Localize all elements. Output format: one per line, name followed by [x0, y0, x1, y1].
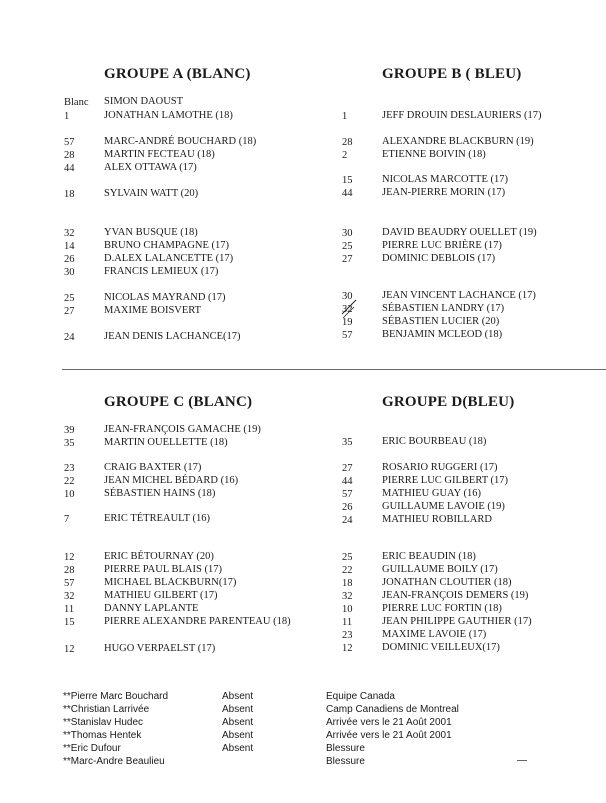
jersey-number: 28: [342, 137, 353, 148]
jersey-number: 2: [342, 150, 348, 161]
jersey-number: 10: [342, 604, 353, 615]
jersey-number: 26: [342, 502, 353, 513]
player-name: JEFF DROUIN DESLAURIERS (17): [382, 110, 542, 121]
player-name: MATHIEU ROBILLARD: [382, 514, 492, 525]
player-name: SIMON DAOUST: [104, 96, 184, 107]
player-name: MICHAEL BLACKBURN(17): [104, 577, 237, 588]
player-name: ALEX OTTAWA (17): [104, 162, 197, 173]
absent-status: Absent: [222, 730, 254, 741]
jersey-number: 28: [64, 565, 75, 576]
absent-status: Absent: [222, 704, 254, 715]
jersey-number: 57: [342, 330, 353, 341]
player-name: DOMINIC VEILLEUX(17): [382, 642, 500, 653]
group-d-title: GROUPE D(BLEU): [382, 394, 515, 410]
absent-player-name: **Thomas Hentek: [63, 730, 142, 741]
strikethrough-mark: [340, 298, 358, 320]
jersey-number: 25: [342, 241, 353, 252]
jersey-number: 12: [342, 643, 353, 654]
page-mark: [517, 760, 527, 761]
player-name: JEAN PHILIPPE GAUTHIER (17): [382, 616, 532, 627]
jersey-number: 30: [64, 267, 75, 278]
jersey-number: 23: [64, 463, 75, 474]
player-name: JEAN-PIERRE MORIN (17): [382, 187, 506, 198]
jersey-number: 28: [64, 150, 75, 161]
jersey-number: 11: [342, 617, 353, 628]
jersey-number: 1: [64, 111, 70, 122]
absent-player-name: **Marc-Andre Beaulieu: [63, 756, 165, 767]
player-name: MARTIN FECTEAU (18): [104, 149, 215, 160]
player-name: SÉBASTIEN HAINS (18): [104, 488, 216, 499]
jersey-number: 25: [64, 293, 75, 304]
player-name: JEAN DENIS LACHANCE(17): [104, 331, 241, 342]
absent-reason: Equipe Canada: [326, 691, 395, 702]
jersey-number: 1: [342, 111, 348, 122]
jersey-number: 24: [64, 332, 75, 343]
jersey-number: 57: [64, 137, 75, 148]
player-name: ERIC BÉTOURNAY (20): [104, 551, 214, 562]
player-name: MAXIME LAVOIE (17): [382, 629, 487, 640]
jersey-number: 30: [342, 291, 353, 302]
player-name: PIERRE LUC BRIÈRE (17): [382, 240, 502, 251]
group-b-title: GROUPE B ( BLEU): [382, 66, 522, 82]
absent-player-name: **Pierre Marc Bouchard: [63, 691, 169, 702]
jersey-number: 39: [64, 425, 75, 436]
jersey-number: 12: [64, 552, 75, 563]
player-name: PIERRE ALEXANDRE PARENTEAU (18): [104, 616, 291, 627]
section-divider: [62, 369, 606, 370]
jersey-number: 32: [64, 591, 75, 602]
absent-reason: Arrivée vers le 21 Août 2001: [326, 717, 452, 728]
player-name: JEAN MICHEL BÉDARD (16): [104, 475, 239, 486]
absent-reason: Blessure: [326, 756, 365, 767]
jersey-number: 27: [342, 254, 353, 265]
player-name: BENJAMIN MCLEOD (18): [382, 329, 503, 340]
player-name: MATHIEU GUAY (16): [382, 488, 481, 499]
jersey-number: 44: [64, 163, 75, 174]
player-name: PIERRE PAUL BLAIS (17): [104, 564, 222, 575]
jersey-number: 27: [342, 463, 353, 474]
absent-player-name: **Eric Dufour: [63, 743, 121, 754]
jersey-number: 32: [64, 228, 75, 239]
player-name: D.ALEX LALANCETTE (17): [104, 253, 234, 264]
player-name: ERIC TÉTREAULT (16): [104, 513, 210, 524]
player-name: JEAN VINCENT LACHANCE (17): [382, 290, 536, 301]
jersey-number: 27: [64, 306, 75, 317]
jersey-number: 10: [64, 489, 75, 500]
player-name: NICOLAS MAYRAND (17): [104, 292, 226, 303]
jersey-number: 44: [342, 188, 353, 199]
jersey-number: 35: [342, 437, 353, 448]
player-name: DOMINIC DEBLOIS (17): [382, 253, 496, 264]
jersey-number: 26: [64, 254, 75, 265]
jersey-number: 25: [342, 552, 353, 563]
player-name: CRAIG BAXTER (17): [104, 462, 202, 473]
player-name: DANNY LAPLANTE: [104, 603, 199, 614]
jersey-number: 7: [64, 514, 70, 525]
absent-status: Absent: [222, 717, 254, 728]
jersey-number: 24: [342, 515, 353, 526]
jersey-number: 11: [64, 604, 75, 615]
player-name: HUGO VERPAELST (17): [104, 643, 216, 654]
jersey-number: 22: [342, 565, 353, 576]
player-name: PIERRE LUC FORTIN (18): [382, 603, 502, 614]
jersey-number: Blanc: [64, 97, 89, 108]
player-name: MARC-ANDRÉ BOUCHARD (18): [104, 136, 257, 147]
jersey-number: 44: [342, 476, 353, 487]
player-name: ETIENNE BOIVIN (18): [382, 149, 486, 160]
player-name: ROSARIO RUGGERI (17): [382, 462, 498, 473]
player-name: ERIC BOURBEAU (18): [382, 436, 487, 447]
jersey-number: 32: [342, 591, 353, 602]
jersey-number: 57: [342, 489, 353, 500]
jersey-number: 23: [342, 630, 353, 641]
absent-player-name: **Christian Larrivée: [63, 704, 150, 715]
jersey-number: 57: [64, 578, 75, 589]
player-name: YVAN BUSQUE (18): [104, 227, 198, 238]
absent-reason: Camp Canadiens de Montreal: [326, 704, 459, 715]
jersey-number: 35: [64, 438, 75, 449]
player-name: JONATHAN CLOUTIER (18): [382, 577, 512, 588]
player-name: JEAN-FRANÇOIS DEMERS (19): [382, 590, 529, 601]
player-name: GUILLAUME LAVOIE (19): [382, 501, 505, 512]
jersey-number: 15: [342, 175, 353, 186]
jersey-number: 19: [342, 317, 353, 328]
jersey-number: 14: [64, 241, 75, 252]
jersey-number: 18: [64, 189, 75, 200]
jersey-number: 30: [342, 228, 353, 239]
absent-status: Absent: [222, 743, 254, 754]
player-name: SÉBASTIEN LANDRY (17): [382, 303, 505, 314]
player-name: JONATHAN LAMOTHE (18): [104, 110, 233, 121]
absent-reason: Arrivée vers le 21 Août 2001: [326, 730, 452, 741]
player-name: FRANCIS LEMIEUX (17): [104, 266, 219, 277]
jersey-number: 15: [64, 617, 75, 628]
player-name: DAVID BEAUDRY OUELLET (19): [382, 227, 537, 238]
jersey-number: 22: [64, 476, 75, 487]
player-name: SÉBASTIEN LUCIER (20): [382, 316, 500, 327]
jersey-number: 32: [342, 304, 353, 315]
absent-status: Absent: [222, 691, 254, 702]
group-a-title: GROUPE A (BLANC): [104, 66, 251, 82]
player-name: MATHIEU GILBERT (17): [104, 590, 218, 601]
jersey-number: 18: [342, 578, 353, 589]
player-name: ERIC BEAUDIN (18): [382, 551, 476, 562]
player-name: NICOLAS MARCOTTE (17): [382, 174, 508, 185]
group-c-title: GROUPE C (BLANC): [104, 394, 253, 410]
player-name: PIERRE LUC GILBERT (17): [382, 475, 509, 486]
player-name: GUILLAUME BOILY (17): [382, 564, 498, 575]
player-name: SYLVAIN WATT (20): [104, 188, 199, 199]
player-name: MAXIME BOISVERT: [104, 305, 202, 316]
player-name: JEAN-FRANÇOIS GAMACHE (19): [104, 424, 261, 435]
absent-player-name: **Stanislav Hudec: [63, 717, 144, 728]
player-name: MARTIN OUELLETTE (18): [104, 437, 228, 448]
jersey-number: 12: [64, 644, 75, 655]
absent-reason: Blessure: [326, 743, 365, 754]
player-name: BRUNO CHAMPAGNE (17): [104, 240, 230, 251]
player-name: ALEXANDRE BLACKBURN (19): [382, 136, 534, 147]
